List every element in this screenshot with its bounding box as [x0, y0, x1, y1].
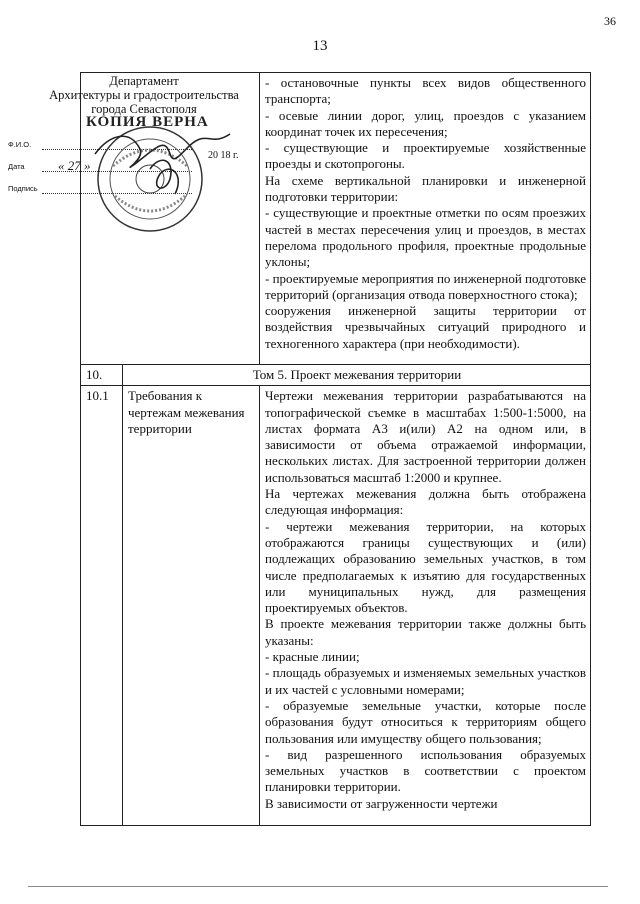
stamp-label-date: Дата	[8, 162, 25, 171]
paragraph: - существующие и проектируемые хозяйственные проезды и скотопрогоны.	[265, 140, 586, 172]
paragraph: На чертежах межевания должна быть отображена следующая информация:	[265, 486, 586, 518]
paragraph: - вид разрешенного использования образуемых земельных участков в соответствии с проектом планировки территории.	[265, 746, 586, 795]
item-label-cell	[123, 386, 260, 826]
page-bottom-rule	[28, 886, 608, 887]
item-number: 10.1	[81, 386, 123, 826]
table-row-section	[81, 365, 591, 386]
paragraph: Чертежи межевания территории разрабатываются на топографической съемке в масштабах 1:500-1:5000, на листах формата А3 и(или) А2 на одном или, в зависимости от объема отражаемой информации, нескольких листах. Для застроенной территории должен использоваться масштаб 1:2000 и крупнее.	[265, 388, 586, 485]
paragraph: сооружения инженерной защиты территории от воздействия чрезвычайных ситуаций природного и техногенного характера (при необходимости).	[265, 303, 586, 351]
copy-mark: КОПИЯ ВЕРНА	[86, 114, 209, 130]
section-number: 10.	[81, 365, 123, 386]
paragraph: - остановочные пункты всех видов общественного транспорта;	[265, 75, 586, 107]
signature-icon	[90, 114, 240, 204]
paragraph: - проектируемые мероприятия по инженерной подготовке территорий (организация отвода поверхностного стока);	[265, 270, 586, 302]
stamp-department: Департамент Архитектуры и градостроительства города Севастополя	[49, 74, 239, 116]
sheet-number: 36	[604, 14, 616, 28]
page-number: 13	[312, 38, 328, 54]
paragraph: В проекте межевания территории также должны быть указаны:	[265, 616, 586, 648]
table-row-requirement	[81, 386, 591, 826]
paragraph: - образуемые земельные участки, которые после образования будут относиться к территориям общего пользования или имуществу общего пользования;	[265, 697, 586, 746]
paragraph: В зависимости от загруженности чертежи	[265, 795, 498, 811]
paragraph: - чертежи межевания территории, на которых отображаются границы существующих и (или) подлежащих образованию земельных участков, в том числе предполагаемых к изъятию для государственных или муниципальных нужд, для размещения проектируемых объектов.	[265, 518, 586, 616]
stamp-label-name: Ф.И.О.	[8, 140, 32, 149]
section-title: Том 5. Проект межевания территории	[123, 365, 591, 386]
certification-stamp	[0, 74, 258, 244]
paragraph: - осевые линии дорог, улиц, проездов с указанием координат точек их пересечения;	[265, 107, 586, 139]
continuation-cell	[260, 73, 591, 365]
stamp-year: 20 18 г.	[208, 150, 239, 161]
item-label: Требования к чертежам межевания территории	[128, 388, 245, 436]
stamp-label-sign: Подпись	[8, 184, 38, 193]
paragraph: - существующие и проектные отметки по осям проезжих частей в местах пересечения улиц и проездов, в местах перелома продольного профиля, проектные продольные уклоны;	[265, 205, 586, 270]
paragraph: - площадь образуемых и изменяемых земельных участков и их частей с условными номерами;	[265, 665, 586, 697]
paragraph: На схеме вертикальной планировки и инженерной подготовки территории:	[265, 172, 586, 205]
paragraph: - красные линии;	[265, 649, 360, 665]
stamp-date: « 27 »	[58, 158, 91, 173]
item-text-cell	[260, 386, 591, 826]
